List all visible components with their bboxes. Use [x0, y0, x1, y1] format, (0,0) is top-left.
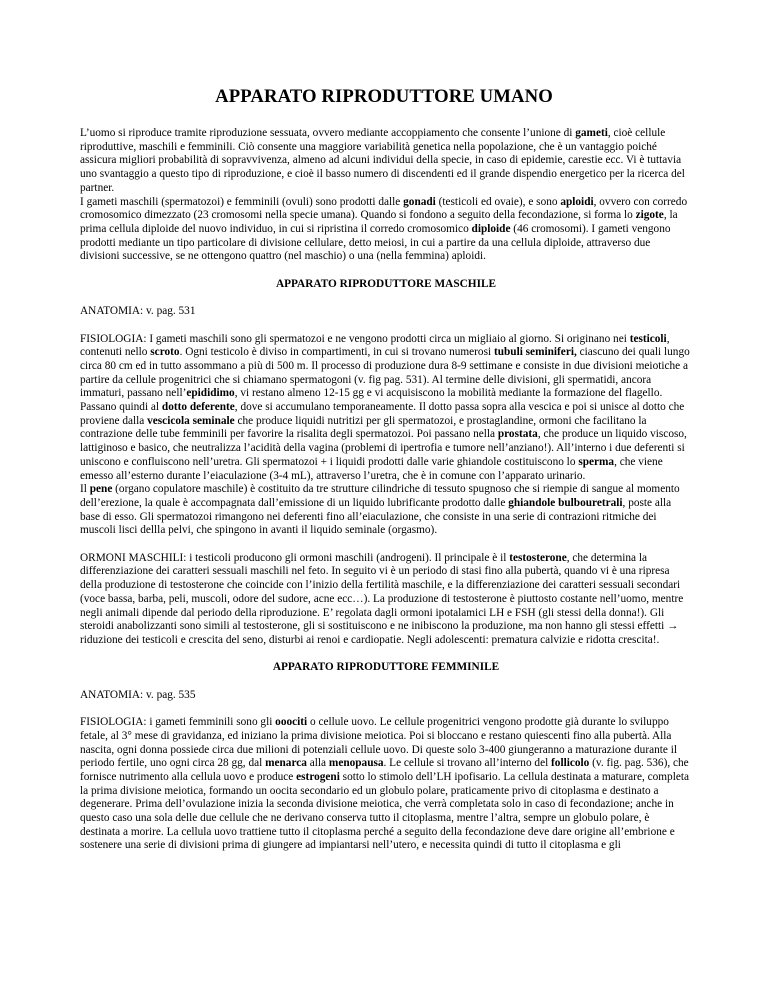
- bold-term: ghiandole bulbouretrali: [508, 496, 623, 509]
- bold-term: dotto deferente: [161, 401, 235, 414]
- bold-term: pene: [89, 483, 113, 496]
- text-run: (v. fig. pag. 536), che fornisce nutrimento alla cellula uovo e produce: [80, 757, 689, 783]
- text-run: o cellule uovo. Le cellule progenitrici vengono prodotte già durante lo sviluppo fetale, al 3° mese di gravidanza, ed iniziano la prima divisione meiotica. Poi si bloccano e restano quiescenti fino alla pubertà. Alla nascita, ogni donna possiede circa due milioni di potenziali cellule uovo. Di queste solo 3-400 giungeranno a maturazione durante il periodo fertile, uno ogni circa 28 gg, dal: [80, 716, 677, 770]
- male-section-heading: APPARATO RIPRODUTTORE MASCHILE: [275, 277, 497, 290]
- text-run: , che viene emesso all’esterno durante l’eiaculazione (3-4 mL), attraverso l’uretra, che è in comune con l’apparato urinario.: [80, 455, 663, 482]
- text-run: , vi restano almeno 12-15 gg e vi acquisiscono la mobilità mediante la formazione del flagello. Passano quindi al: [80, 387, 663, 414]
- intro-paragraph-2: [80, 196, 692, 265]
- text-run: (46 cromosomi). I gameti vengono prodotti mediante un tipo particolare di divisione cellulare, detto meiosi, in cui a partire da una cellula diploide, attraverso due divisioni successive, se ne ottengono quattro (nel maschio) o una (nella femmina) aploidi.: [80, 222, 671, 263]
- bold-term: vescicola seminale: [147, 414, 235, 427]
- male-penis-paragraph: [80, 483, 692, 538]
- text-run: (organo copulatore maschile) è costituito da tre strutture cilindriche di tessuto spugnoso che si riempie di sangue al momento dell’erezione, la quale è accompagnata dall’emissione di un liquido lubrificante prodotto dalle: [80, 483, 680, 509]
- bold-term: testicoli: [629, 332, 667, 345]
- intro-paragraph-1: [80, 127, 692, 196]
- text-run: ORMONI MASCHILI: i testicoli producono gli ormoni maschili (androgeni). Il principale è il: [80, 551, 510, 564]
- bold-term: menopausa: [328, 757, 384, 770]
- document-body: [80, 127, 692, 853]
- text-run: alla: [306, 757, 329, 770]
- document-title: APPARATO RIPRODUTTORE UMANO: [215, 86, 553, 107]
- text-run: , che determina la differenziazione dei caratteri sessuali maschili nel feto. In seguito vi è un periodo di stasi fino alla pubertà, quando vi è una ripresa della produzione di testosterone che coincide con l’inizio della fertilità maschile, e la differenziazione dei caratteri sessuali secondari (voce bassa, barba, peli, muscoli, odore del sudore, acne ecc…). La produzione di testosterone è piuttosto costante nell’uomo, mentre negli animali dipende dal periodo della riproduzione. E’ regolata dagli ormoni ipotalamici LH e FSH (gli stessi della donna!). Gli steroidi anabolizzanti sono simili al testosterone, gli si sostituiscono e ne inibiscono la produzione, ma non hanno gli stessi effetti → riduzione dei testicoli e crescita del seno, disturbi ai renoi e cardiopatie. Negli adolescenti: prematura calvizie e ridotta crescita!.: [80, 551, 684, 646]
- text-run: , poste alla base di esso. Gli spermatozoi rimangono nei deferenti fino all’eiaculazione, che consiste in una serie di contrazioni ritmiche dei muscoli lisci dellla pelvi, che spingono in avanti il liquido seminale (orgasmo).: [80, 496, 672, 537]
- bold-term: gameti: [575, 127, 608, 139]
- female-section-heading: APPARATO RIPRODUTTORE FEMMINILE: [272, 661, 500, 674]
- text-run: , contenuti nello: [80, 332, 670, 359]
- text-run: , che produce un liquido viscoso, lattiginoso e basico, che neutralizza l’acidità della vagina (problemi di ipertrofia e tumore nell’anziano!). All’interno i due deferenti si uniscono e confluiscono nell’uretra. Gli spermatozoi + i liquidi prodotti dalle varie ghiandole costituiscono lo: [80, 428, 687, 468]
- text-run: Il: [80, 483, 90, 496]
- bold-term: sperma: [578, 455, 615, 468]
- text-run: , dove si accumulano temporaneamente. Il dotto passa sopra alla vescica e poi si unisce al dotto che proviene dalla: [80, 401, 685, 427]
- bold-term: diploide: [471, 222, 511, 235]
- text-run: . Ogni testicolo è diviso in compartimenti, in cui si trovano numerosi: [179, 346, 494, 359]
- male-hormones-paragraph: [80, 552, 692, 648]
- bold-term: menarca: [265, 757, 307, 770]
- bold-term: ooociti: [275, 716, 308, 729]
- text-run: L’uomo si riproduce tramite riproduzione sessuata, ovvero mediante accoppiamento che consente l’unione di: [80, 127, 576, 139]
- bold-term: follicolo: [551, 757, 590, 770]
- text-run: sotto lo stimolo dell’LH ipofisario. La cellula destinata a maturare, completa la prima divisione meiotica, formando un oocita secondario ed un globulo polare, praticamente privo di citoplasma e destinato a degenerare. Prima dell’ovulazione inizia la seconda divisione meiotica, che verrà completata solo in caso di fecondazione; anche in questo caso una sola delle due cellule che ne derivano conserva tutto il citoplasma, mentre l’altra, sempre un globulo polare, è destinata a morire. La cellula uovo trattiene tutto il citoplasma perché a seguito della fecondazione deve dare origine all’embrione e sostenere una serie di divisioni prima di giungere ad impiantarsi nell’utero, e necessita quindi di tutto il citoplasma e gli: [80, 770, 690, 852]
- text-run: ciascuno dei quali lungo circa 80 cm ed in tutto assommano a più di 500 m. Il processo di produzione dura 8-9 settimane e consiste in due divisioni meiotiche a partire da cellule progenitrici che si chiamano spermatogoni (v. fig pag. 531). Al termine delle divisioni, gli spermatidi, ancora immaturi, passano nell’: [80, 346, 690, 400]
- bold-term: gonadi: [403, 195, 436, 208]
- bold-term: epididimo: [186, 387, 235, 400]
- bold-term: scroto: [150, 346, 180, 359]
- text-run: FISIOLOGIA: I gameti maschili sono gli spermatozoi e ne vengono prodotti circa un migliaio al giorno. Si originano nei: [80, 332, 630, 345]
- bold-term: aploidi: [560, 195, 594, 208]
- male-anatomy-paragraph: ANATOMIA: v. pag. 531: [80, 305, 196, 318]
- text-run: , cioè cellule riproduttive, maschili e femminili. Ciò consente una maggiore variabilità genetica nella popolazione, che è un vantaggio poiché assicura migliori probabilità di sopravvivenza, almeno ad alcuni individui della specie, in caso di epidemie, carestie ecc. Vi è tuttavia uno svantaggio a questo tipo di riproduzione, e cioè il basso numero di discendenti ed il grande dispendio energetico per la ricerca del partner.: [80, 127, 685, 194]
- bold-term: estrogeni: [296, 770, 340, 783]
- bold-term: prostata: [497, 428, 538, 441]
- text-run: I gameti maschili (spermatozoi) e femminili (ovuli) sono prodotti dalle: [80, 195, 404, 208]
- text-run: che produce liquidi nutritizi per gli spermatozoi, e prostaglandine, ormoni che facilitano la contrazione delle tube femminili per favorire la risalita degli spermatozoi. Poi passano nella: [80, 414, 647, 441]
- text-run: (testicoli ed ovaie), e sono: [435, 195, 561, 208]
- text-run: FISIOLOGIA: i gameti femminili sono gli: [80, 716, 276, 729]
- male-physiology-paragraph: [80, 333, 692, 484]
- bold-term: testosterone: [509, 551, 567, 564]
- bold-term: zigote: [635, 209, 664, 222]
- female-physiology-paragraph: [80, 716, 692, 853]
- text-run: . Le cellule si trovano all’interno del: [383, 757, 552, 770]
- text-run: , la prima cellula diploide del nuovo individuo, in cui si ripristina il corredo cromosomico: [80, 209, 678, 235]
- text-run: , ovvero con corredo cromosomico dimezzato (23 cromosomi nella specie umana). Quando si fondono a seguito della fecondazione, si forma lo: [80, 195, 688, 222]
- bold-term: tubuli seminiferi,: [493, 346, 577, 359]
- female-anatomy-paragraph: ANATOMIA: v. pag. 535: [80, 688, 196, 701]
